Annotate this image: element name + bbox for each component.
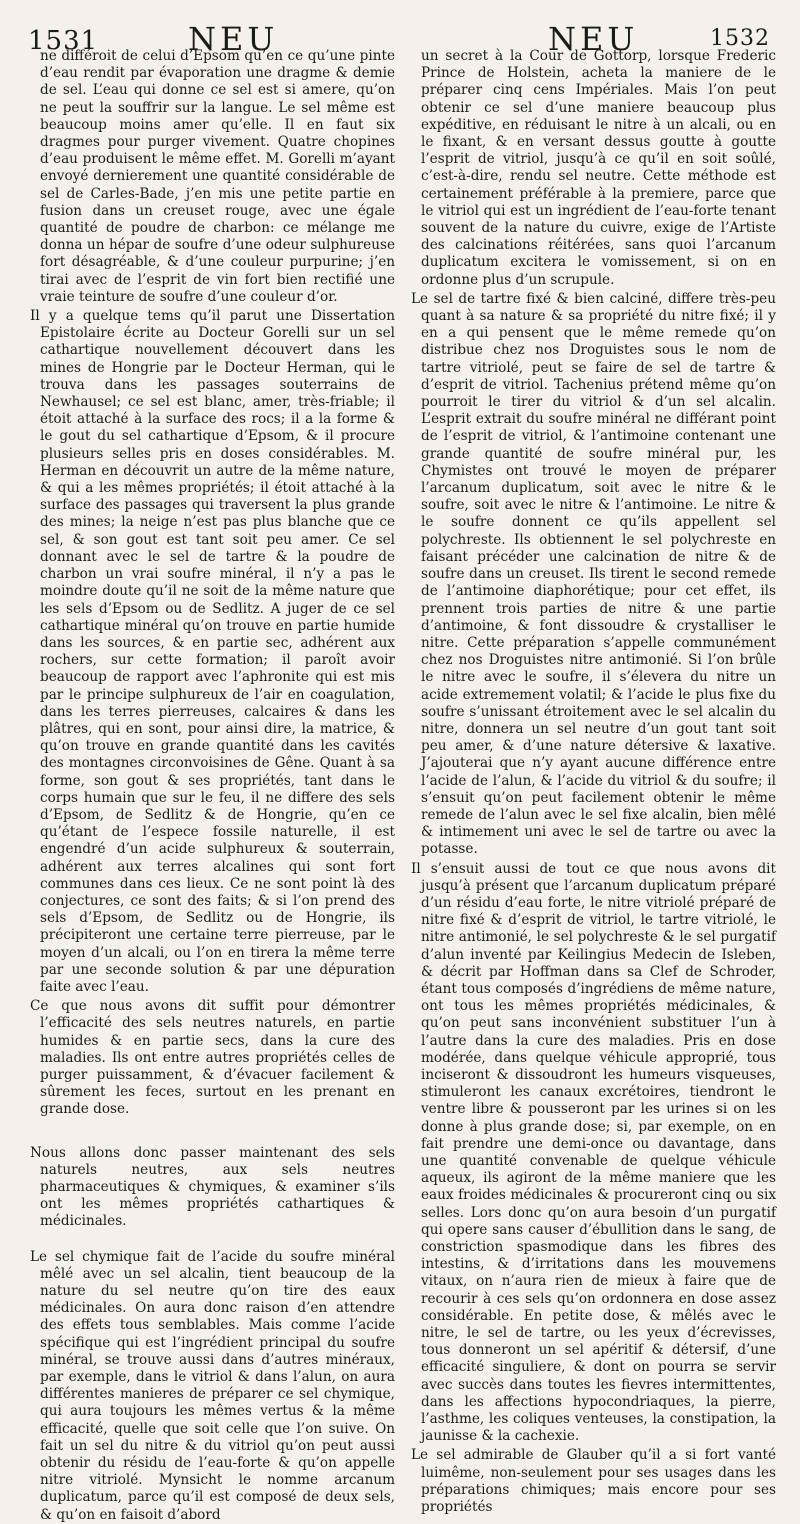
left-headword: NEU [188,20,279,58]
paragraph: Nous allons donc passer maintenant des sels naturels neutres, aux sels neutres pharmaceutiques & chymiques, & examiner s’ils ont les mêmes propriétés cathartiques & médicinales. [30,1144,395,1230]
paragraph: Le sel admirable de Glauber qu’il a si fort vanté luimême, non-seulement pour ses usages dans les préparations chimiques; mais encore pour ses propriétés [411,1447,776,1516]
paragraph: un secret à la Cour de Gottorp, lorsque Frederic Prince de Holstein, acheta la maniere de le préparer cinq cens Impériales. Mais l’on peut obtenir ce sel d’une maniere beaucoup plus expéditive, en réduisant le nitre à un alcali, ou en le fixant, & en versant dessus goutte à goutte l’esprit de vitriol, jusqu’à ce qu’il en soit soûlé, c’est-à-dire, rendu sel neutre. Cette méthode est certainement préférable à la premiere, parce que le vitriol qui est un ingrédient de l’eau-forte tenant souvent de la nature du cuivre, exige de l’Artiste des calcinations réitérées, sans quoi l’arcanum duplicatum excitera le vomissement, si on en ordonne plus d’un scrupule. [421,48,776,288]
paragraph: Le sel de tartre fixé & bien calciné, differe très-peu quant à sa nature & sa propriété du nitre fixé; il y en a qui pensent que le même remede qu’on distribue chez nos Droguistes sous le nom de tartre vitriolé, peut se faire de sel de tartre & d’esprit de vitriol. Tachenius prétend même qu’on pourroit le tirer du vitriol & d’un sel alcalin. L’esprit extrait du soufre minéral ne différant point de l’esprit de vitriol, & l’antimoine contenant une grande quantité de soufre minéral pur, les Chymistes ont trouvé le moyen de préparer l’arcanum duplicatum, soit avec le nitre & le soufre, soit avec le nitre & l’antimoine. Le nitre & le soufre donnent ce qu’ils appellent sel polychreste. Ils obtiennent le sel polychreste en faisant précéder une calcination de nitre & de soufre dans un creuset. Ils tirent le second remede de l’antimoine diaphorétique; pour cet effet, ils prennent trois parties de nitre & une partie d’antimoine, & font dissoudre & crystalliser le nitre. Cette préparation s’appelle communément chez nos Droguistes nitre antimonié. Si l’on brûle le nitre avec le soufre, il s’élevera du nitre un acide extremement volatil; & l’acide le plus fixe du soufre s’unissant étroitement avec le sel alcalin du nitre, donnera un sel neutre d’un gout tant soit peu amer, & d’une nature détersive & laxative. J’ajouterai que n’y ayant aucune différence entre l’acide de l’alun, & l’acide du vitriol & du soufre; il s’ensuit qu’on peut facilement obtenir le même remede de l’alun avec le sel fixe alcalin, bien mêlé & intimement uni avec le sel de tartre ou avec la potasse. [411,290,776,858]
right-column [411,48,776,1516]
left-column [30,48,395,1524]
running-header [0,8,800,58]
paragraph: ne différoit de celui d’Epsom qu’en ce qu’une pinte d’eau rendit par évaporation une dragme & demie de sel. L’eau qui donne ce sel est si amere, qu’on ne peut la souffrir sur la langue. Le sel même est beaucoup moins amer qu’elle. Il en faut six dragmes pour purger vivement. Quatre chopines d’eau produisent le même effet. M. Gorelli m’ayant envoyé dernierement une quantité considérable de sel de Carles-Bade, j’en mis une petite partie en fusion dans un creuset rouge, avec une égale quantité de poudre de charbon: ce mélange me donna un hépar de soufre d’une odeur sulphureuse fort désagréable, & d’une couleur purpurine; j’en tirai avec de l’esprit de vin fort bien rectifié une vraie teinture de soufre d’une couleur d’or. [40,48,395,305]
right-headword: NEU [548,20,639,58]
paragraph: Il s’ensuit aussi de tout ce que nous avons dit jusqu’à présent que l’arcanum duplicatum préparé d’un résidu d’eau forte, le nitre vitriolé préparé de nitre fixé & d’esprit de vitriol, le tartre vitriolé, le nitre antimonié, le sel polychreste & le sel purgatif d’alun inventé par Keilingius Medecin de Isleben, & décrit par Hoffman dans sa Clef de Schroder, étant tous composés d’ingrédiens de même nature, ont tous les mêmes propriétés médicinales, & qu’on peut sans inconvénient substituer l’un à l’autre dans la cure des maladies. Pris en dose modérée, dans quelque véhicule approprié, tous inciseront & dissoudront les humeurs visqueuses, stimuleront les canaux excrétoires, tiendront le ventre libre & pousseront par les urines si on les donne à plus grande dose; si, par exemple, on en fait prendre une demi-once ou davantage, dans une quantité convenable de quelque véhicule aqueux, ils agiront de la même maniere que les eaux froides médicinales & procureront cinq ou six selles. Lors donc qu’on aura besoin d’un purgatif qui opere sans causer d’ébullition dans le sang, de constriction spasmodique dans les fibres des intestins, & d’irritations dans les mouvemens vitaux, on n’aura rien de mieux à faire que de recourir à ces sels qu’on ordonnera en dose assez considérable. En petite dose, & mêlés avec le nitre, le sel de tartre, ou les yeux d’écrevisses, tous donneront un sel apéritif & détersif, d’une efficacité singuliere, & dont on pourra se servir avec succès dans toutes les fievres intermittentes, dans les affections hypocondriaques, la pierre, l’asthme, les coliques venteuses, la constipation, la jaunisse & la cachexie. [411,860,776,1445]
paragraph: Le sel chymique fait de l’acide du soufre minéral mêlé avec un sel alcalin, tient beaucoup de la nature du sel neutre qu’on tire des eaux médicinales. On aura donc raison d’en attendre des effets tous semblables. Mais comme l’acide spécifique qui est l’ingrédient principal du soufre minéral, se trouve aussi dans d’autres minéraux, par exemple, dans le vitriol & dans l’alun, on aura différentes manieres de préparer ce sel chymique, qui aura toujours les mêmes vertus & la même efficacité, quelle que soit celle que l’on suive. On fait un sel du nitre & du vitriol qu’on peut aussi obtenir du résidu de l’eau-forte & qu’on appelle nitre vitriolé. Mynsicht le nomme arcanum duplicatum, parce qu’il est composé de deux sels, & qu’on en faisoit d’abord [30,1248,395,1523]
right-page-number: 1532 [710,26,770,51]
paragraph: Il y a quelque tems qu’il parut une Dissertation Epistolaire écrite au Docteur Gorelli sur un sel cathartique nouvellement découvert dans les mines de Hongrie par le Docteur Herman, qui le trouva dans les passages souterrains de Newhausel; ce sel est blanc, amer, très-friable; il étoit attaché à la surface des rocs; il a la forme & le gout du sel cathartique d’Epsom, & il procure plusieurs selles pris en doses considérables. M. Herman en découvrit un autre de la même nature, & qui a les mêmes propriétés; il étoit attaché à la surface des passages qui traversent la plus grande des mines; la neige n’est pas plus blanche que ce sel, & son gout est tant soit peu amer. Ce sel donnant avec le sel de tartre & la poudre de charbon un vrai soufre minéral, il n’y a pas le moindre doute qu’il ne soit de la même nature que les sels d’Epsom ou de Sedlitz. A juger de ce sel cathartique minéral qu’on trouve en partie humide dans les sources, & en partie sec, adhérent aux rochers, sur cette formation; il paroît avoir beaucoup de rapport avec l’aphronite qui est mis par le principe sulphureux de l’air en coagulation, dans les terres pierreuses, calcaires & dans les plâtres, qui en sont, pour ainsi dire, la matrice, & qu’on trouve en grande quantité dans les cavités des montagnes circonvoisines de Gêne. Quant à sa forme, son gout & ses propriétés, tant dans le corps humain que sur le feu, il ne differe des sels d’Epsom, de Sedlitz & de Hongrie, qu’en ce qu’étant de l’espece fossile naturelle, il est engendré d’un acide sulphureux & souterrain, adhérent aux terres alcalines qui sont fort communes dans ces lieux. Ce ne sont point là des conjectures, ce sont des faits; & si l’on prend des sels d’Epsom, de Sedlitz ou de Hongrie, ils précipiteront une certaine terre pierreuse, par le moyen d’un alcali, ou l’on en tirera la même terre par une seconde solution & par une dépuration faite avec l’eau. [30,308,395,995]
paragraph: Ce que nous avons dit suffit pour démontrer l’efficacité des sels neutres naturels, en partie humides & en partie secs, dans la cure des maladies. Ils ont entre autres propriétés celles de purger puissamment, & d’évacuer facilement & sûrement les feces, surtout en les prenant en grande dose. [30,998,395,1118]
left-page-number: 1531 [28,26,99,56]
